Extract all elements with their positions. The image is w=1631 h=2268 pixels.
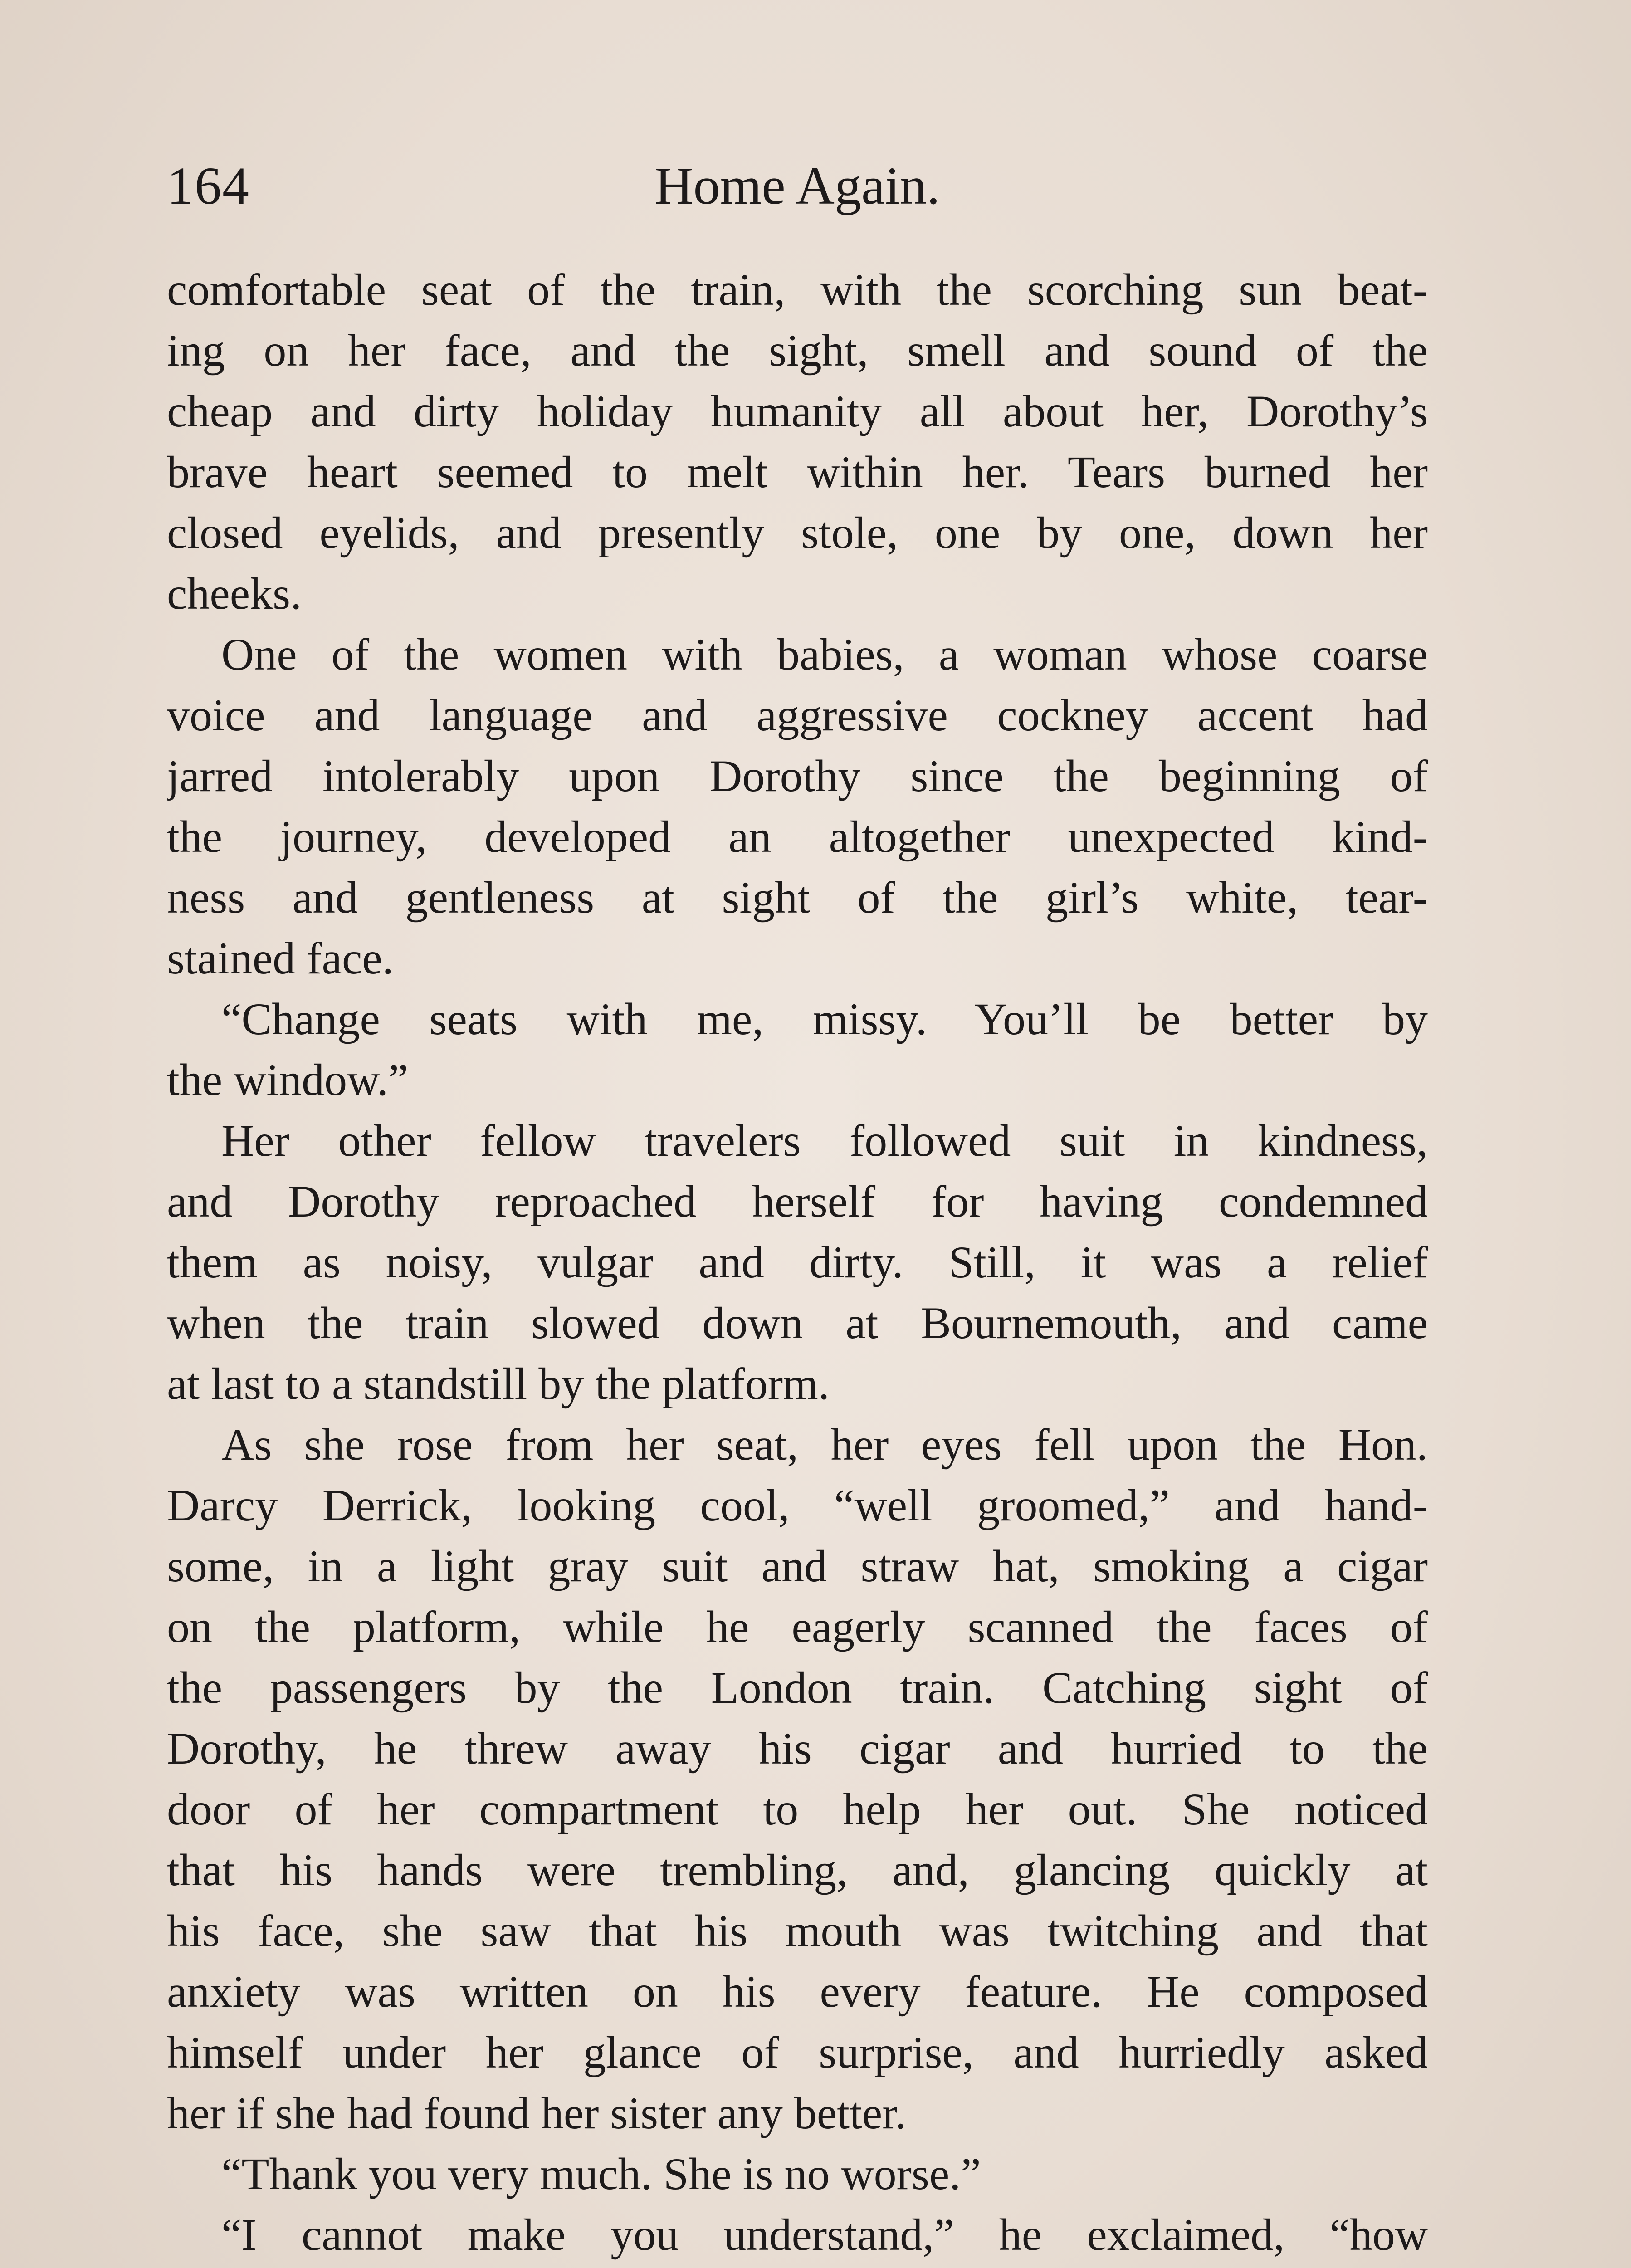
text-line: when the train slowed down at Bournemouth, and came bbox=[167, 1298, 1428, 1348]
text-line: them as noisy, vulgar and dirty. Still, it was a relief bbox=[167, 1237, 1428, 1287]
text-line: some, in a light gray suit and straw hat, smoking a cigar bbox=[167, 1541, 1428, 1591]
paragraph bbox=[167, 2144, 1428, 2204]
text-line: “I cannot make you understand,” he exclaimed, “how bbox=[221, 2209, 1428, 2260]
text-line: the passengers by the London train. Catching sight of bbox=[167, 1662, 1428, 1713]
text-line: anxiety was written on his every feature. He composed bbox=[167, 1966, 1428, 2017]
text-line: ing on her face, and the sight, smell and sound of the bbox=[167, 325, 1428, 376]
text-line: on the platform, while he eagerly scanned the faces of bbox=[167, 1602, 1428, 1652]
paragraph bbox=[167, 1110, 1428, 1414]
text-line: closed eyelids, and presently stole, one by one, down her bbox=[167, 508, 1428, 558]
text-line: cheap and dirty holiday humanity all about her, Dorothy’s bbox=[167, 386, 1428, 436]
text-line: that his hands were trembling, and, glancing quickly at bbox=[167, 1845, 1428, 1895]
paragraph bbox=[167, 1414, 1428, 2144]
text-line bbox=[167, 2265, 1428, 2268]
text-line: jarred intolerably upon Dorothy since the beginning of bbox=[167, 751, 1428, 801]
text-line: One of the women with babies, a woman whose coarse bbox=[221, 629, 1428, 679]
page-number: 164 bbox=[167, 156, 250, 215]
text-line: her if she had found her sister any better. bbox=[167, 2088, 907, 2138]
text-line: stained face. bbox=[167, 933, 394, 983]
text-line: voice and language and aggressive cockney accent had bbox=[167, 690, 1428, 740]
paragraph bbox=[167, 259, 1428, 624]
text-line: Darcy Derrick, looking cool, “well groomed,” and hand- bbox=[167, 1480, 1428, 1530]
text-line: comfortable seat of the train, with the scorching sun beat- bbox=[167, 264, 1428, 315]
text-line: and Dorothy reproached herself for having condemned bbox=[167, 1176, 1428, 1227]
text-line: Dorothy, he threw away his cigar and hurried to the bbox=[167, 1723, 1428, 1774]
text-line: Her other fellow travelers followed suit in kindness, bbox=[221, 1115, 1428, 1166]
text-line: at last to a standstill by the platform. bbox=[167, 1359, 830, 1409]
text-line: “Thank you very much. She is no worse.” bbox=[221, 2149, 981, 2199]
text-line: “Change seats with me, missy. You’ll be better by bbox=[221, 994, 1428, 1044]
body-text bbox=[167, 259, 1428, 2268]
text-line: cheeks. bbox=[167, 568, 302, 619]
text-line: ness and gentleness at sight of the girl’s white, tear- bbox=[167, 872, 1428, 923]
text-line: his face, she saw that his mouth was twitching and that bbox=[167, 1906, 1428, 1956]
chapter-title: Home Again. bbox=[654, 156, 940, 215]
paragraph bbox=[167, 624, 1428, 989]
paragraph bbox=[167, 2204, 1428, 2268]
paragraph bbox=[167, 989, 1428, 1110]
text-line: the journey, developed an altogether unexpected kind- bbox=[167, 811, 1428, 862]
text-line: himself under her glance of surprise, and hurriedly asked bbox=[167, 2027, 1428, 2077]
text-line: brave heart seemed to melt within her. Tears burned her bbox=[167, 447, 1428, 497]
text-line: door of her compartment to help her out. She noticed bbox=[167, 1784, 1428, 1834]
text-line: As she rose from her seat, her eyes fell upon the Hon. bbox=[221, 1419, 1428, 1470]
running-head bbox=[167, 141, 1428, 231]
text-line: the window.” bbox=[167, 1055, 409, 1105]
